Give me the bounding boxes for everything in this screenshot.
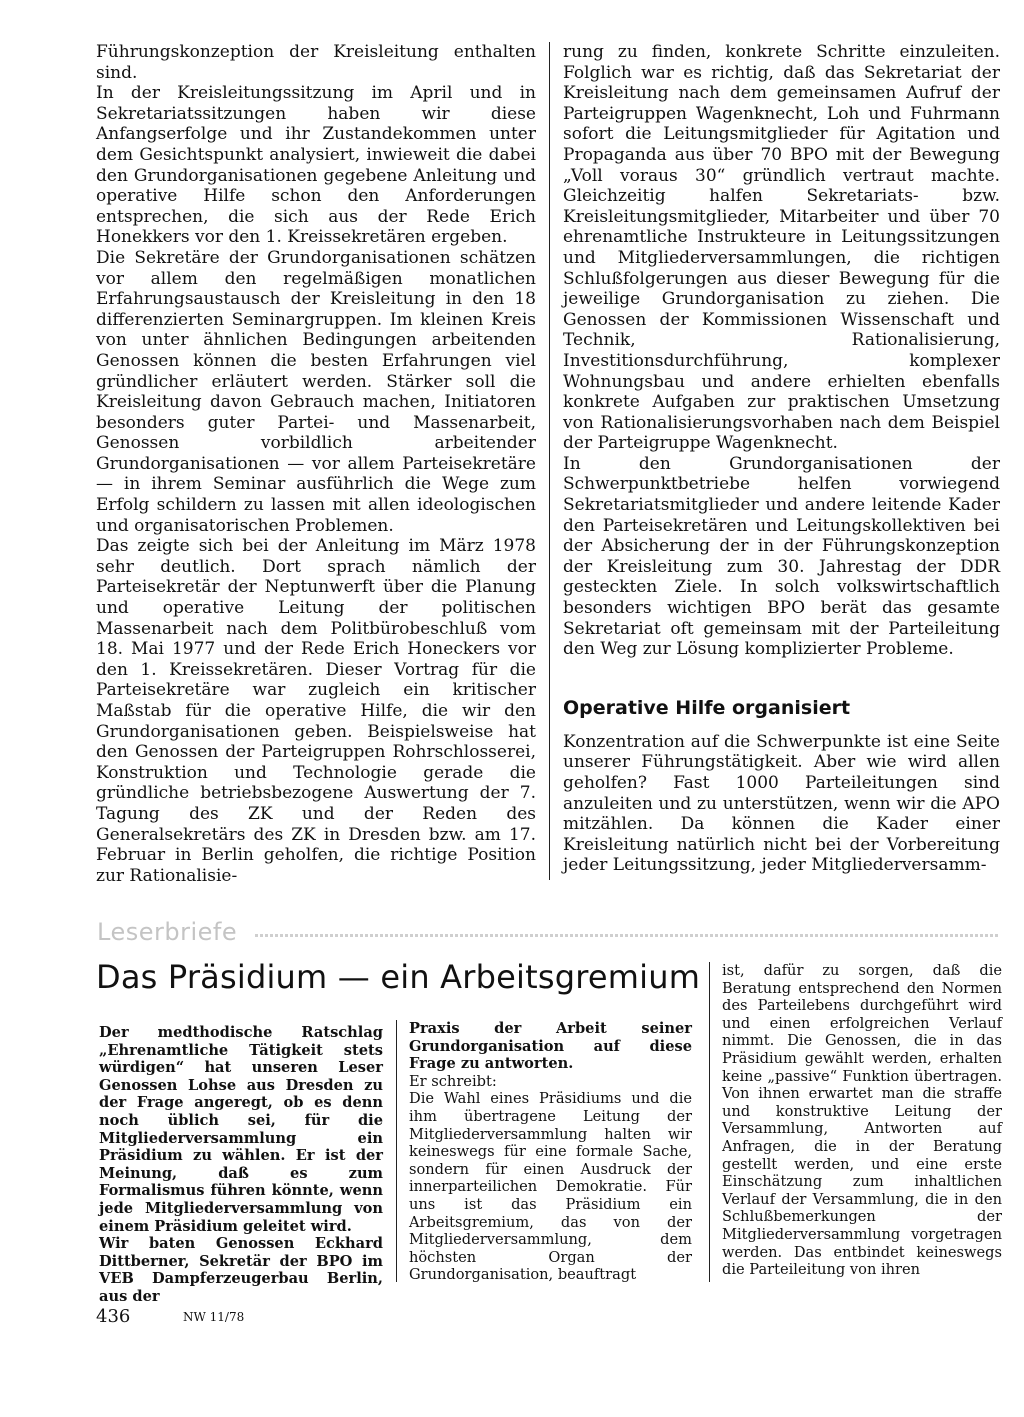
letter-intro-text: Der medthodische Ratschlag „Ehrenamtliche Tätigkeit stets würdigen“ hat unseren Leser Genossen Lohse aus Dresden zu der Frage angeregt, ob es denn noch üblich sei, für die Mitgliederversammlung ein Präsidium zu wählen. Er ist der Meinung, daß es zum Formalismus führen könnte, wenn jede Mitgliederversammlung von einem Präsidium geleitet wird.: [99, 1024, 383, 1235]
letter-col2-text: Die Wahl eines Präsidiums und die ihm übertragene Leitung der Mitgliederversammlung halten wir keineswegs für eine formale Sache, sondern für einen Ausdruck der innerparteilichen Demokratie. Für uns ist das Präsidium ein Arbeitsgremium, das von der Mitgliederversammlung, dem höchsten Organ der Grundorganisation, beauftragt: [409, 1090, 692, 1284]
right-paragraph-1: rung zu finden, konkrete Schritte einzuleiten. Folglich war es richtig, daß das Sekretariat der Kreisleitung nach dem gemeinsamen Aufruf der Parteigruppen Wagenknecht, Loh und Fuhrmann sofort die Leitungsmitglieder für Agitation und Propaganda aus über 70 BPO mit der Bewegung „Voll voraus 30“ gründlich vertraut machte. Gleichzeitig halfen Sekretariats- bzw. Kreisleitungsmitglieder, Mitarbeiter und über 70 ehrenamtliche Instrukteure in Leitungssitzungen und Mitgliederversammlungen, die richtigen Schlußfolgerungen aus dieser Bewegung für die jeweilige Grundorganisation zu ziehen. Die Genossen der Kommissionen Wissenschaft und Technik, Rationalisierung, Investitionsdurchführung, komplexer Wohnungsbau und andere erhielten ebenfalls konkrete Aufgaben zur praktischen Umsetzung von Rationalisierungsvorhaben nach dem Beispiel der Parteigruppe Wagenknecht.: [563, 42, 1000, 454]
page-number: 436: [96, 1306, 131, 1327]
letter-col3-text: ist, dafür zu sorgen, daß die Beratung entsprechend den Normen des Parteilebens durchgeführt wird und einen erfolgreichen Verlauf nimmt. Die Genossen, die in das Präsidium gewählt werden, erhalten keine „passive“ Funktion übertragen. Von ihnen erwartet man die straffe und konstruktive Leitung der Versammlung, Antworten auf Anfragen, die in der Beratung gestellt werden, und eine erste Einschätzung zum inhaltlichen Verlauf der Versammlung, die in den Schlußbemerkungen der Mitgliederversammlung vorgetragen werden. Das entbindet keineswegs die Parteileitung von ihren: [722, 962, 1002, 1279]
column-divider: [549, 42, 550, 880]
right-paragraph-2: In den Grundorganisationen der Schwerpunktbetriebe helfen vorwiegend Sekretariatsmitglieder und andere leitende Kader den Parteisekretären und Leitungskollektiven bei der Absicherung der in der Führungskonzeption der Kreisleitung zum 30. Jahrestag der DDR gesteckten Ziele. In solch volkswirtschaftlich besonders wichtigen BPO berät das gesamte Sekretariat oft gemeinsam mit der Parteileitung den Weg zur Lösung komplizierter Probleme.: [563, 453, 1000, 660]
left-paragraph-1: Führungskonzeption der Kreisleitung enthalten sind.: [96, 42, 536, 83]
left-paragraph-4: Das zeigte sich bei der Anleitung im März 1978 sehr deutlich. Dort sprach nämlich der Parteisekretär der Neptunwerft über die Planung und operative Leitung der politischen Massenarbeit nach dem Politbürobeschluß vom 18. Mai 1977 und der Rede Erich Honeckers vor den 1. Kreissekretären. Dieser Vortrag für die Parteisekretäre war zugleich ein kritischer Maßstab für die operative Hilfe, die wir den Grundorganisationen geben. Beispielsweise hat den Genossen der Parteigruppen Rohrschlosserei, Konstruktion und Technologie gerade die gründliche betriebsbezogene Auswertung der 7. Tagung des ZK und der Reden des Generalsekretärs des ZK in Dresden bzw. am 17. Februar in Berlin geholfen, die richtige Position zur Rationalisie-: [96, 536, 536, 886]
letter-column-2: [409, 1020, 692, 1284]
section-label-rule: [255, 934, 1000, 937]
letter-title: Das Präsidium — ein Arbeitsgremium: [96, 958, 701, 996]
letter-column-divider-2: [709, 962, 710, 1282]
letter-column-divider-1: [396, 1020, 397, 1282]
section-label-text: Leserbriefe: [97, 918, 238, 946]
letter-intro-column: [99, 1024, 383, 1306]
right-text-column: [563, 42, 1000, 876]
left-paragraph-3: Die Sekretäre der Grundorganisationen schätzen vor allem den regelmäßigen monatlichen Erfahrungsaustausch der Kreisleitung in den 18 differenzierten Seminargruppen. Im kleinen Kreis von unter ähnlichen Bedingungen arbeitenden Genossen können die besten Erfahrungen viel gründlicher erläutert werden. Stärker soll die Kreisleitung davon Gebrauch machen, Initiatoren besonders guter Partei- und Massenarbeit, Genossen vorbildlich arbeitender Grundorganisationen — vor allem Parteisekretäre — in ihrem Seminar ausführlich die Wege zum Erfolg schildern zu lassen mit allen ideologischen und organisatorischen Problemen.: [96, 247, 536, 536]
letter-intro-text-2: Wir baten Genossen Eckhard Dittberner, Sekretär der BPO im VEB Dampferzeugerbau Berlin, aus der: [99, 1235, 383, 1305]
left-text-column: [96, 42, 536, 886]
section-heading: Operative Hilfe organisiert: [563, 696, 851, 719]
issue-label: NW 11/78: [183, 1310, 245, 1324]
section-label: [97, 917, 1000, 947]
right-paragraph-3: Konzentration auf die Schwerpunkte ist eine Seite unserer Führungstätigkeit. Aber wie wird allen geholfen? Fast 1000 Parteileitungen sind anzuleiten und zu unterstützen, wenn wir die APO mitzählen. Da können die Kader einer Kreisleitung natürlich nicht bei der Vorbereitung jeder Leitungssitzung, jeder Mitgliederversamm-: [563, 731, 1000, 876]
letter-col2-bold: Praxis der Arbeit seiner Grundorganisation auf diese Frage zu antworten.: [409, 1020, 692, 1073]
letter-col2-writes: Er schreibt:: [409, 1072, 497, 1090]
letter-column-3: [722, 962, 1002, 1279]
left-paragraph-2: In der Kreisleitungssitzung im April und in Sekretariatssitzungen haben wir diese Anfangserfolge und ihr Zustandekommen unter dem Gesichtspunkt analysiert, inwieweit die dabei den Grundorganisationen gegebene Anleitung und operative Hilfe schon den Anforderungen entsprechen, die sich aus der Rede Erich Honekkers vor den 1. Kreissekretären ergeben.: [96, 83, 536, 248]
